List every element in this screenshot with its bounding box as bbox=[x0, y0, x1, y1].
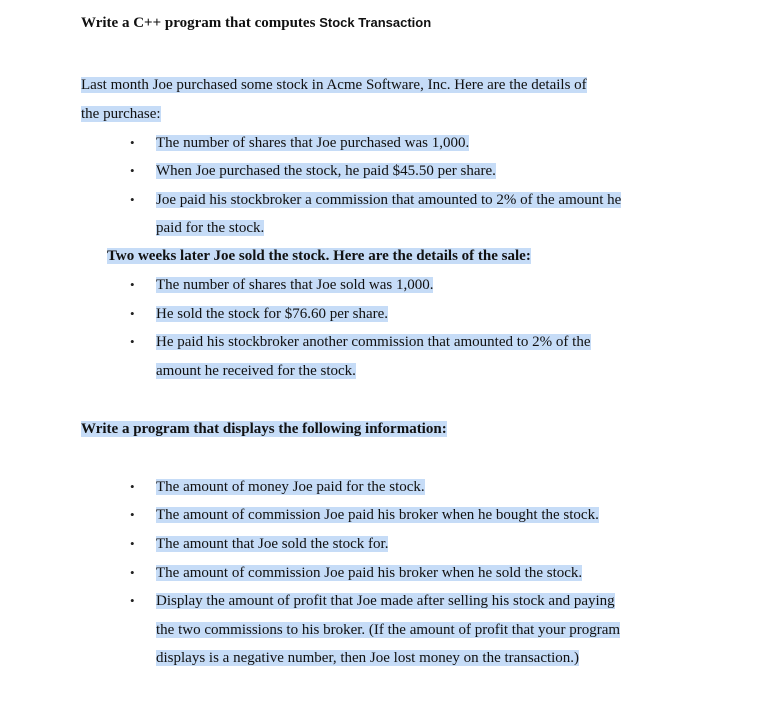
bullet-marker: • bbox=[130, 306, 135, 321]
sale-item: He paid his stockbroker another commission that amounted to 2% of the bbox=[156, 334, 591, 350]
document-title bbox=[81, 15, 431, 32]
title-main: Write a C++ program that computes bbox=[81, 15, 320, 31]
program-item-continued: the two commissions to his broker. (If the amount of profit that your program bbox=[156, 622, 621, 638]
sale-heading: Two weeks later Joe sold the stock. Here are the details of the sale: bbox=[107, 248, 531, 264]
bullet-marker: • bbox=[130, 507, 135, 522]
bullet-marker: • bbox=[130, 479, 135, 494]
program-item: The amount of money Joe paid for the stock. bbox=[156, 479, 425, 495]
bullet-marker: • bbox=[130, 135, 135, 150]
bullet-marker: • bbox=[130, 192, 135, 207]
bullet-marker: • bbox=[130, 536, 135, 551]
purchase-item-continued: paid for the stock. bbox=[156, 220, 265, 236]
sale-item: The number of shares that Joe sold was 1,000. bbox=[156, 277, 434, 293]
program-item-continued: displays is a negative number, then Joe lost money on the transaction.) bbox=[156, 650, 580, 666]
program-heading: Write a program that displays the following information: bbox=[81, 421, 447, 437]
program-item: The amount of commission Joe paid his broker when he sold the stock. bbox=[156, 565, 583, 581]
bullet-marker: • bbox=[130, 163, 135, 178]
bullet-marker: • bbox=[130, 277, 135, 292]
program-item: The amount that Joe sold the stock for. bbox=[156, 536, 389, 552]
bullet-marker: • bbox=[130, 593, 135, 608]
bullet-marker: • bbox=[130, 565, 135, 580]
intro-line-1: Last month Joe purchased some stock in Acme Software, Inc. Here are the details of bbox=[81, 77, 587, 93]
sale-item: He sold the stock for $76.60 per share. bbox=[156, 306, 389, 322]
program-item: Display the amount of profit that Joe made after selling his stock and paying bbox=[156, 593, 615, 609]
purchase-item: The number of shares that Joe purchased was 1,000. bbox=[156, 135, 470, 151]
bullet-marker: • bbox=[130, 334, 135, 349]
sale-item-continued: amount he received for the stock. bbox=[156, 363, 356, 379]
purchase-item: When Joe purchased the stock, he paid $45.50 per share. bbox=[156, 163, 496, 179]
intro-line-2: the purchase: bbox=[81, 106, 161, 122]
program-item: The amount of commission Joe paid his broker when he bought the stock. bbox=[156, 507, 599, 523]
purchase-item: Joe paid his stockbroker a commission that amounted to 2% of the amount he bbox=[156, 192, 622, 208]
title-topic: Stock Transaction bbox=[319, 15, 432, 30]
